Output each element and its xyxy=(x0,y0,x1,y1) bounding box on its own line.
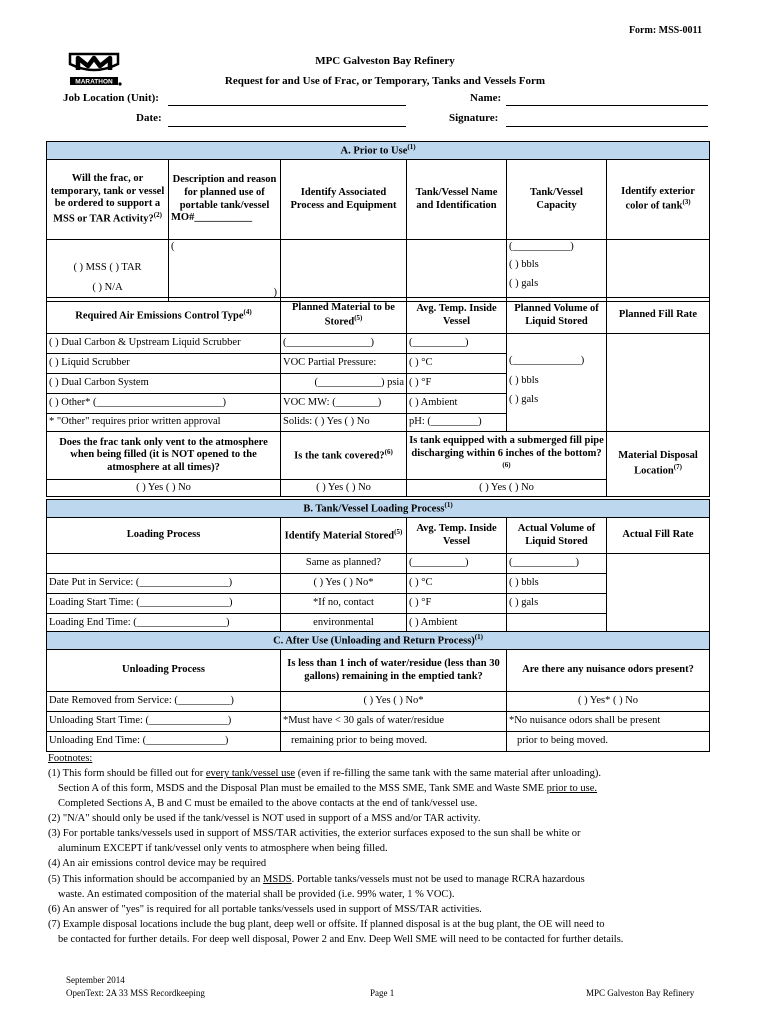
job-location-field[interactable] xyxy=(168,105,406,106)
loading-process-header: Loading Process xyxy=(47,518,281,554)
date-label: Date: xyxy=(136,112,162,124)
water-yes-no[interactable]: ( ) Yes ( ) No* xyxy=(281,692,507,712)
footer-refinery: MPC Galveston Bay Refinery xyxy=(586,988,695,998)
col-tank-name-header: Tank/Vessel Name and Identification xyxy=(407,160,507,240)
footnote-7a: (7) Example disposal locations include the bug plant, deep well or offsite. If planned disposal is at the bug plant, the OE will need to xyxy=(48,919,605,930)
col-process-header: Identify Associated Process and Equipment xyxy=(281,160,407,240)
q-vent-header: Does the frac tank only vent to the atmosphere when being filled (it is NOT opened to the atmosphere at all times)? xyxy=(47,432,281,480)
odors-yes-no[interactable]: ( ) Yes* ( ) No xyxy=(507,692,710,712)
avg-temp-header: Avg. Temp. Inside Vessel xyxy=(407,298,507,334)
q-disposal-header: Material Disposal Location$^{(7)}$ xyxy=(607,432,710,497)
voc-mw-field[interactable]: VOC MW: (________) xyxy=(281,394,407,414)
q-submerged-header: Is tank equipped with a submerged fill pipe discharging within 6 inches of the bottom?$^{(6)}$ xyxy=(407,432,607,480)
actual-fill-field[interactable] xyxy=(607,554,710,634)
section-b-table xyxy=(46,499,710,634)
same-as-planned-label: Same as planned? xyxy=(281,554,407,574)
b-bbls-option[interactable]: ( ) bbls xyxy=(507,574,607,594)
footnote-4: (4) An air emissions control device may be required xyxy=(48,858,267,869)
section-a-questions-table xyxy=(46,431,710,497)
col-capacity-header: Tank/Vessel Capacity xyxy=(507,160,607,240)
footer-date: September 2014 xyxy=(66,975,125,985)
unloading-end-time[interactable]: Unloading End Time: (_______________) xyxy=(47,732,281,752)
mss-tar-options[interactable]: ( ) MSS ( ) TAR ( ) N/A xyxy=(47,240,169,302)
q-covered-header: Is the tank covered?$^{(6)}$ xyxy=(281,432,407,480)
footnote-3b: aluminum EXCEPT if tank/vessel only vents to atmosphere when being filled. xyxy=(58,843,388,854)
footnote-5b: waste. An estimated composition of the material shall be provided (i.e. 99% water, 1 % VOC). xyxy=(58,889,455,900)
footnote-2: (2) "N/A" should only be used if the tank/vessel is NOT used in support of a MSS and/or TAR activity. xyxy=(48,813,481,824)
process-field[interactable] xyxy=(281,240,407,302)
section-a-title: A. Prior to Use$^{(1)}$ xyxy=(47,142,710,160)
capacity-field[interactable]: (___________) ( ) bbls ( ) gals xyxy=(507,240,607,302)
emission-opt-liquid-scrubber[interactable]: ( ) Liquid Scrubber xyxy=(47,354,281,374)
loading-end-time[interactable]: Loading End Time: (_________________) xyxy=(47,614,281,634)
name-field[interactable] xyxy=(506,105,708,106)
description-field[interactable]: ( ) xyxy=(169,240,281,302)
footnote-5a: (5) This information should be accompanied by an MSDS. Portable tanks/vessels must not be used to manage RCRA hazardous xyxy=(48,874,585,885)
temp-ambient-option[interactable]: ( ) Ambient xyxy=(407,394,507,414)
col-description-header: Description and reason for planned use of portable tank/vessel MO#___________ xyxy=(169,160,281,240)
section-c-title: C. After Use (Unloading and Return Process)$^{(1)}$ xyxy=(47,632,710,650)
footnote-1b: Section A of this form, MSDS and the Disposal Plan must be emailed to the MSS SME, Tank SME and Waste SME prior to use. xyxy=(58,783,598,794)
b-gals-option[interactable]: ( ) gals xyxy=(507,594,607,614)
planned-volume-cell[interactable]: (_____________) ( ) bbls ( ) gals xyxy=(507,334,607,432)
prior-moved-note: prior to being moved. xyxy=(507,732,710,752)
voc-partial-pressure-label: VOC Partial Pressure: xyxy=(281,354,407,374)
must-have-note: *Must have < 30 gals of water/residue xyxy=(281,712,507,732)
actual-volume-header: Actual Volume of Liquid Stored xyxy=(507,518,607,554)
emission-opt-dual-carbon-scrubber[interactable]: ( ) Dual Carbon & Upstream Liquid Scrubber xyxy=(47,334,281,354)
b-avg-temp-field[interactable]: (__________) xyxy=(407,554,507,574)
date-put-in-service[interactable]: Date Put in Service: (_________________) xyxy=(47,574,281,594)
b-temp-c-option[interactable]: ( ) °C xyxy=(407,574,507,594)
footnote-1c: Completed Sections A, B and C must be emailed to the above contacts at the end of tank/vessel use. xyxy=(58,798,478,809)
no-odors-note: *No nuisance odors shall be present xyxy=(507,712,710,732)
emission-opt-dual-carbon[interactable]: ( ) Dual Carbon System xyxy=(47,374,281,394)
b-temp-ambient-option[interactable]: ( ) Ambient xyxy=(407,614,507,634)
loading-start-time[interactable]: Loading Start Time: (_________________) xyxy=(47,594,281,614)
col-color-header: Identify exterior color of tank$^{(3)}$ xyxy=(607,160,710,240)
b-avg-temp-header: Avg. Temp. Inside Vessel xyxy=(407,518,507,554)
planned-material-header: Planned Material to be Stored$^{(5)}$ xyxy=(281,298,407,334)
footnote-1a: (1) This form should be filled out for every tank/vessel use (even if re-filling the same tank with the same material after unloading). xyxy=(48,768,601,779)
date-removed-from-service[interactable]: Date Removed from Service: (__________) xyxy=(47,692,281,712)
footnote-3a: (3) For portable tanks/vessels used in support of MSS/TAR activities, the exterior surfaces exposed to the sun shall be white or xyxy=(48,828,581,839)
identify-material-header: Identify Material Stored$^{(5)}$ xyxy=(281,518,407,554)
if-no-contact: *If no, contact xyxy=(281,594,407,614)
environmental-label: environmental xyxy=(281,614,407,634)
unloading-process-header: Unloading Process xyxy=(47,650,281,692)
blank-cell xyxy=(47,554,281,574)
ph-field[interactable]: pH: (_________) xyxy=(407,414,507,432)
col-mss-tar-header: Will the frac, or temporary, tank or vessel be ordered to support a MSS or TAR Activity?$^{(2)}$ xyxy=(47,160,169,240)
emission-opt-other[interactable]: ( ) Other* (________________________) xyxy=(47,394,281,414)
solids-option[interactable]: Solids: ( ) Yes ( ) No xyxy=(281,414,407,432)
job-location-label: Job Location (Unit): xyxy=(63,92,159,104)
section-a-emissions-table xyxy=(46,297,710,432)
emissions-header: Required Air Emissions Control Type$^{(4)}$ xyxy=(47,298,281,334)
tank-name-field[interactable] xyxy=(407,240,507,302)
name-label: Name: xyxy=(470,92,502,104)
color-field[interactable] xyxy=(607,240,710,302)
footnotes-title: Footnotes: xyxy=(48,753,93,764)
logo-text: MARATHON xyxy=(75,78,113,86)
planned-volume-header: Planned Volume of Liquid Stored xyxy=(507,298,607,334)
temp-f-option[interactable]: ( ) °F xyxy=(407,374,507,394)
temp-c-option[interactable]: ( ) °C xyxy=(407,354,507,374)
actual-volume-field[interactable]: (____________) xyxy=(507,554,607,574)
other-approval-note: * "Other" requires prior written approval xyxy=(47,414,281,432)
refinery-title: MPC Galveston Bay Refinery xyxy=(315,55,455,67)
section-a-table xyxy=(46,141,710,302)
b-temp-f-option[interactable]: ( ) °F xyxy=(407,594,507,614)
q-water-header: Is less than 1 inch of water/residue (less than 30 gallons) remaining in the emptied tank? xyxy=(281,650,507,692)
form-id: Form: MSS-0011 xyxy=(628,25,702,36)
planned-material-field[interactable]: (________________) xyxy=(281,334,407,354)
q-odors-header: Are there any nuisance odors present? xyxy=(507,650,710,692)
form-title: Request for and Use of Frac, or Temporary, Tanks and Vessels Form xyxy=(224,75,546,87)
covered-yes-no[interactable]: ( ) Yes ( ) No xyxy=(281,480,407,497)
unloading-start-time[interactable]: Unloading Start Time: (_______________) xyxy=(47,712,281,732)
footnote-7b: be contacted for further details. For deep well disposal, Power 2 and Env. Deep Well SME will need to be contacted for further details. xyxy=(58,934,624,945)
footer-opentext: OpenText: 2A 33 MSS Recordkeeping xyxy=(66,988,205,998)
remaining-note: remaining prior to being moved. xyxy=(281,732,507,752)
submerged-yes-no[interactable]: ( ) Yes ( ) No xyxy=(407,480,607,497)
footnote-6: (6) An answer of "yes" is required for all portable tanks/vessels used in support of MSS/TAR activities. xyxy=(48,904,482,915)
date-field[interactable] xyxy=(168,126,406,127)
avg-temp-field[interactable]: (__________) xyxy=(407,334,507,354)
voc-psia-field[interactable]: (____________) psia xyxy=(281,374,407,394)
section-c-table xyxy=(46,631,710,752)
planned-fill-field[interactable] xyxy=(607,334,710,432)
footer-page: Page 1 xyxy=(370,988,395,998)
planned-fill-header: Planned Fill Rate xyxy=(607,298,710,334)
actual-fill-header: Actual Fill Rate xyxy=(607,518,710,554)
section-b-title: B. Tank/Vessel Loading Process$^{(1)}$ xyxy=(47,500,710,518)
same-as-planned-yes-no[interactable]: ( ) Yes ( ) No* xyxy=(281,574,407,594)
signature-field[interactable] xyxy=(506,126,708,127)
vent-yes-no[interactable]: ( ) Yes ( ) No xyxy=(47,480,281,497)
signature-label: Signature: xyxy=(449,112,499,124)
